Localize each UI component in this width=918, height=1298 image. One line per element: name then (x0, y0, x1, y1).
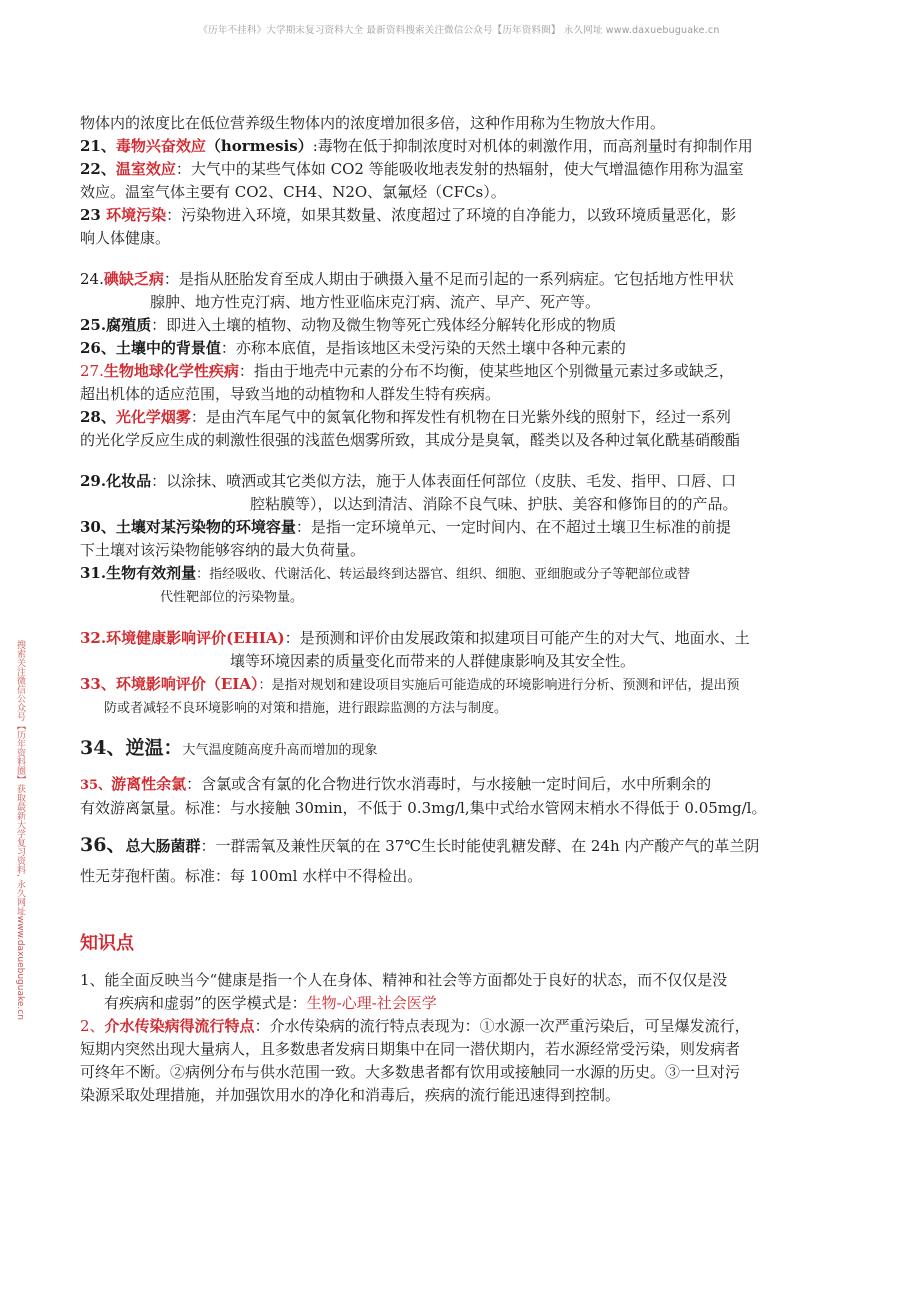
item-26: 26、土壤中的背景值：亦称本底值，是指该地区未受污染的天然土壤中各种元素的 (80, 339, 626, 357)
knowledge-1-cont: 有疾病和虚弱”的医学模式是：生物-心理-社会医学 (104, 994, 437, 1012)
item-24: 24.碘缺乏病：是指从胚胎发育至成人期由于碘摄入量不足而引起的一系列病症。它包括地方性甲状 (80, 270, 734, 288)
item-33: 33、环境影响评价（EIA）：是指对规划和建设项目实施后可能造成的环境影响进行分析、预测和评估，提出预 (80, 675, 740, 693)
item-33-cont: 防或者减轻不良环境影响的对策和措施，进行跟踪监测的方法与制度。 (104, 701, 508, 716)
item-21: 21、毒物兴奋效应（hormesis）:毒物在低于抑制浓度时对机体的刺激作用，而高剂量时有抑制作用 (80, 137, 753, 155)
line-0: 物体内的浓度比在低位营养级生物体内的浓度增加很多倍，这种作用称为生物放大作用。 (80, 114, 666, 132)
item-27: 27.生物地球化学性疾病：指由于地壳中元素的分布不均衡，使某些地区个别微量元素过多或缺乏， 超出机体的适应范围，导致当地的动植物和人群发生特有疾病。 (80, 362, 734, 403)
item-29: 29.化妆品：以涂抹、喷洒或其它类似方法，施于人体表面任何部位（皮肤、毛发、指甲、口唇、口 (80, 472, 737, 490)
item-23: 23 环境污染：污染物进入环境，如果其数量、浓度超过了环境的自净能力，以致环境质量恶化，影 响人体健康。 (80, 206, 737, 247)
item-28: 28、光化学烟雾：是由汽车尾气中的氮氧化物和挥发性有机物在日光紫外线的照射下，经过一系列 的光化学反应生成的刺激性很强的浅蓝色烟雾所致，其成分是臭氧，醛类以及各种过氧化酰基硝酸酯 (80, 408, 741, 449)
item-30: 30、土壤对某污染物的环境容量：是指一定环境单元、一定时间内、在不超过土壤卫生标准的前提 下土壤对该污染物能够容纳的最大负荷量。 (80, 518, 731, 559)
item-35: 35、游离性余氯：含氯或含有氯的化合物进行饮水消毒时，与水接触一定时间后，水中所剩余的 有效游离氯量。标准：与水接触 30min，不低于 0.3mg/l,集中式给水管网末梢水不得低于 0.05mg/l。 (80, 775, 767, 817)
item-32-cont: 壤等环境因素的质量变化而带来的人群健康影响及其安全性。 (230, 652, 636, 670)
document-body (80, 112, 870, 1107)
knowledge-1: 1、能全面反映当今“健康是指一个人在身体、精神和社会等方面都处于良好的状态，而不仅仅是没 (80, 971, 728, 989)
side-watermark: 搜索关注微信公众号【历年资料圈】获取最新大学复习资料, 永久网址www.daxuebuguake.cn (15, 640, 25, 1020)
item-31: 31.生物有效剂量：指经吸收、代谢活化、转运最终到达器官、组织、细胞、亚细胞或分子等靶部位或替 (80, 564, 691, 582)
item-32: 32.环境健康影响评价(EHIA)：是预测和评价由发展政策和拟建项目可能产生的对大气、地面水、土 (80, 629, 750, 647)
section-title-knowledge: 知识点 (80, 933, 134, 954)
item-31-cont: 代性靶部位的污染物量。 (160, 590, 304, 605)
item-25: 25.腐殖质：即进入土壤的植物、动物及微生物等死亡残体经分解转化形成的物质 (80, 316, 617, 334)
item-36: 36、总大肠菌群：一群需氧及兼性厌氧的在 37℃生长时能使乳糖发酵、在 24h 内产酸产气的革兰阴 性无芽孢杆菌。标准：每 100ml 水样中不得检出。 (80, 834, 760, 885)
item-29-cont: 腔粘膜等），以达到清洁、消除不良气味、护肤、美容和修饰目的的产品。 (250, 495, 738, 513)
page-header: 《历年不挂科》大学期末复习资料大全 最新资料搜索关注微信公众号【历年资料圈】 永久网址 www.daxuebuguake.cn (198, 25, 720, 36)
item-34: 34、逆温：大气温度随高度升高而增加的现象 (80, 737, 378, 759)
knowledge-2: 2、介水传染病得流行特点：介水传染病的流行特点表现为：①水源一次严重污染后，可呈爆发流行， 短期内突然出现大量病人，且多数患者发病日期集中在同一潜伏期内，若水源经常受污染，则发病者 可终年不断。②病例分布与供水范围一致。大多数患者都有饮用或接触同一水源的历史。③一旦对污 染源采取处理措施，并加强饮用水的净化和消毒后，疾病的流行能迅速得到控制。 (80, 1017, 750, 1104)
item-22: 22、温室效应：大气中的某些气体如 CO2 等能吸收地表发射的热辐射，使大气增温德作用称为温室 效应。温室气体主要有 CO2、CH4、N2O、氯氟烃（CFCs）。 (80, 160, 744, 201)
item-24-cont: 腺肿、地方性克汀病、地方性亚临床克汀病、流产、早产、死产等。 (150, 293, 601, 311)
